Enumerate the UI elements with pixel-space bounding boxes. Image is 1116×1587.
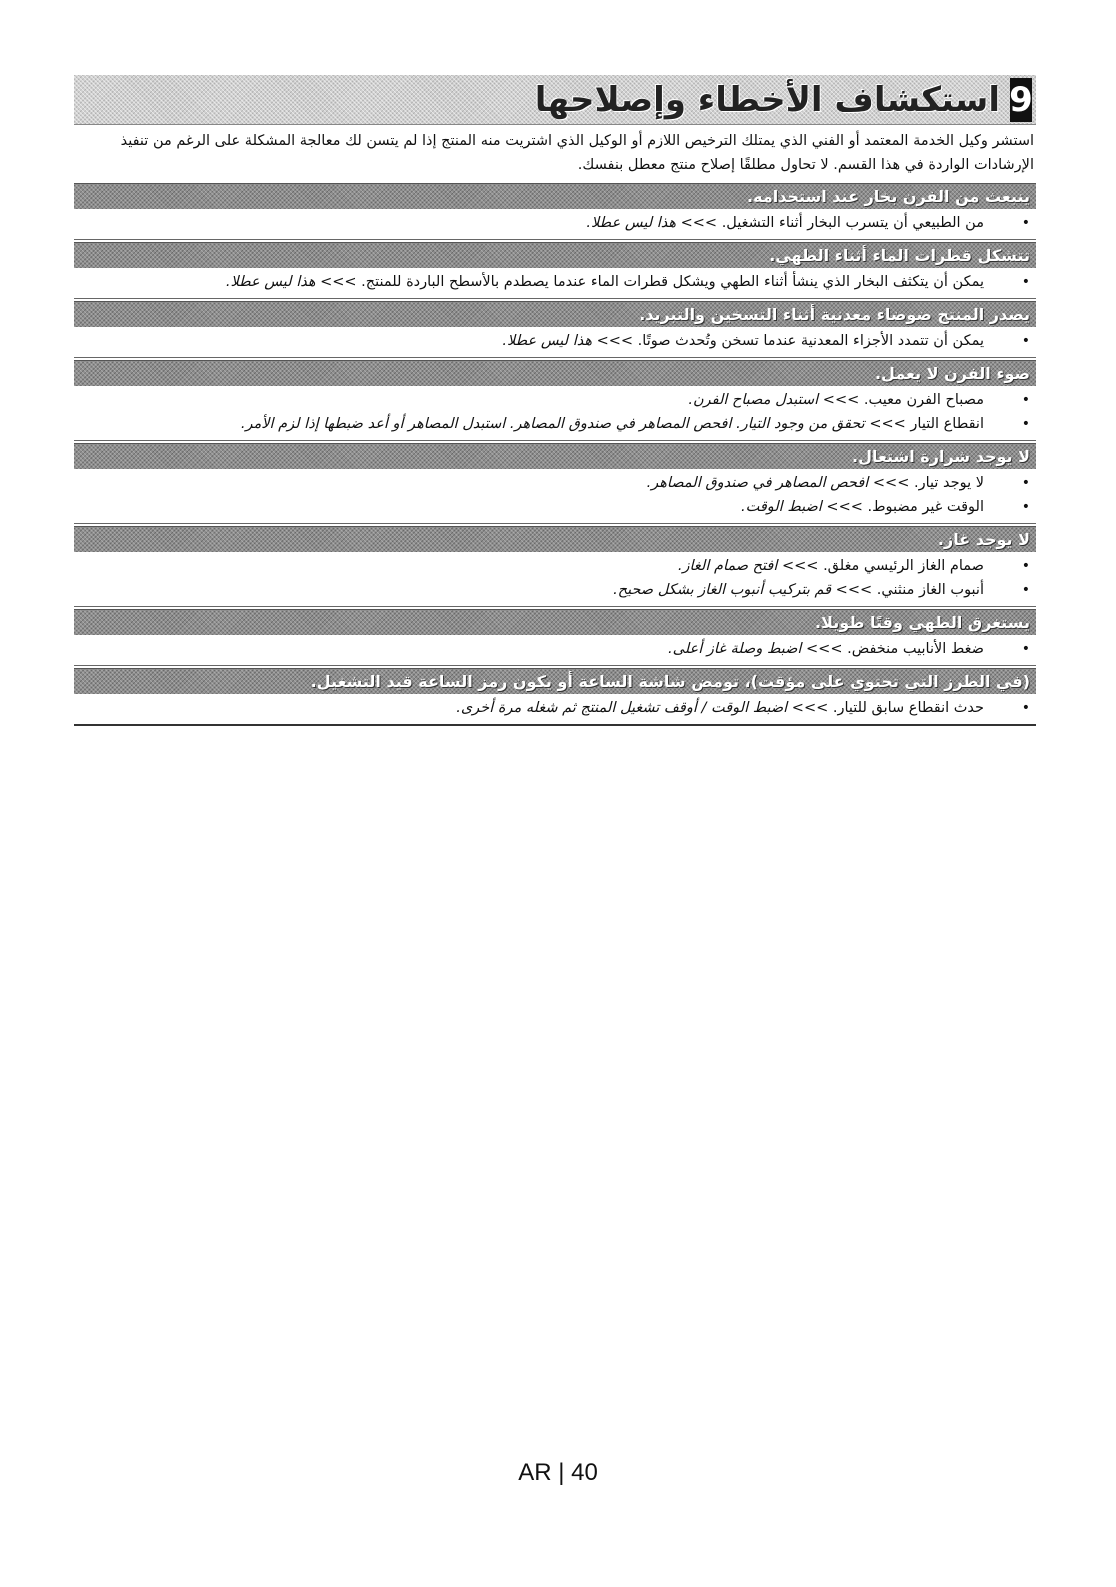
remedy-text: تحقق من وجود التيار. افحص المصاهر في صندوق المصاهر. استبدل المصاهر أو أعد ضبطها إذا لزم الأمر. <box>240 416 865 432</box>
cause-item <box>74 388 1036 412</box>
remedy-text: اضبط الوقت. <box>741 499 822 515</box>
cause-list <box>74 209 1036 240</box>
problem-section <box>74 301 1036 358</box>
problem-section <box>74 360 1036 441</box>
cause-text: صمام الغاز الرئيسي مغلق. <box>823 558 984 574</box>
cause-item <box>74 211 1036 235</box>
problem-section <box>74 443 1036 524</box>
cause-item <box>74 270 1036 294</box>
cause-item <box>74 471 1036 495</box>
remedy-text: هذا ليس عطلا. <box>225 274 316 290</box>
arrow-separator: <<< <box>818 392 864 408</box>
problem-section <box>74 183 1036 240</box>
problem-header: ضوء الفرن لا يعمل. <box>74 360 1036 386</box>
section-title-bar <box>74 75 1036 125</box>
remedy-text: هذا ليس عطلا. <box>502 333 592 349</box>
troubleshooting-page <box>74 75 1036 726</box>
cause-list <box>74 327 1036 358</box>
cause-text: الوقت غير مضبوط. <box>867 499 984 515</box>
cause-item <box>74 637 1036 661</box>
remedy-text: هذا ليس عطلا. <box>586 215 677 231</box>
problem-header: (في الطرز التي تحتوي على مؤقت)، تومض شاشة الساعة أو يكون رمز الساعة قيد التشغيل. <box>74 668 1036 694</box>
remedy-text: اضبط وصلة غاز أعلى. <box>668 641 802 657</box>
remedy-text: اضبط الوقت / أوقف تشغيل المنتج ثم شغله مرة أخرى. <box>456 700 788 716</box>
arrow-separator: <<< <box>777 558 824 574</box>
cause-list <box>74 386 1036 441</box>
cause-list <box>74 268 1036 299</box>
cause-item <box>74 412 1036 436</box>
troubleshooting-sections <box>74 183 1036 726</box>
problem-header: تتشكل قطرات الماء أثناء الطهي. <box>74 242 1036 268</box>
problem-header: لا يوجد غاز. <box>74 526 1036 552</box>
cause-text: لا يوجد تيار. <box>913 475 984 491</box>
arrow-separator: <<< <box>868 475 914 491</box>
problem-header: يستغرق الطهي وقتًا طويلا. <box>74 609 1036 635</box>
cause-text: من الطبيعي أن يتسرب البخار أثناء التشغيل. <box>721 215 984 231</box>
chapter-number: 9 <box>1009 79 1033 120</box>
remedy-text: افتح صمام الغاز. <box>677 558 778 574</box>
problem-section <box>74 609 1036 666</box>
arrow-separator: <<< <box>821 499 868 515</box>
remedy-text: قم بتركيب أنبوب الغاز بشكل صحيح. <box>613 582 832 598</box>
arrow-separator: <<< <box>864 416 911 432</box>
cause-item <box>74 696 1036 720</box>
cause-item <box>74 329 1036 353</box>
arrow-separator: <<< <box>787 700 833 716</box>
cause-list <box>74 635 1036 666</box>
cause-text: أنبوب الغاز منثني. <box>876 582 984 598</box>
problem-header: لا يوجد شرارة اشتعال. <box>74 443 1036 469</box>
cause-text: حدث انقطاع سابق للتيار. <box>832 700 984 716</box>
remedy-text: افحص المصاهر في صندوق المصاهر. <box>646 475 869 491</box>
arrow-separator: <<< <box>831 582 877 598</box>
arrow-separator: <<< <box>592 333 638 349</box>
chapter-title: استكشاف الأخطاء وإصلاحها <box>534 79 1000 120</box>
arrow-separator: <<< <box>676 215 722 231</box>
arrow-separator: <<< <box>801 641 848 657</box>
cause-item <box>74 554 1036 578</box>
arrow-separator: <<< <box>315 274 362 290</box>
problem-header: ينبعث من الفرن بخار عند استخدامه. <box>74 183 1036 209</box>
cause-text: ضغط الأنابيب منخفض. <box>847 641 984 657</box>
cause-text: انقطاع التيار <box>910 416 984 432</box>
cause-item <box>74 495 1036 519</box>
cause-text: يمكن أن يتكثف البخار الذي ينشأ أثناء الطهي ويشكل قطرات الماء عندما يصطدم بالأسطح الباردة للمنتج. <box>361 274 984 290</box>
cause-text: مصباح الفرن معيب. <box>863 392 984 408</box>
cause-list <box>74 552 1036 607</box>
cause-item <box>74 578 1036 602</box>
problem-section <box>74 668 1036 726</box>
cause-list <box>74 694 1036 726</box>
intro-paragraph: استشر وكيل الخدمة المعتمد أو الفني الذي يمتلك الترخيص اللازم أو الوكيل الذي اشتريت منه المنتج إذا لم يتسن لك معالجة المشكلة على الرغم من تنفيذ الإرشادات الواردة في هذا القسم. لا تحاول مطلقًا إصلاح منتج معطل بنفسك. <box>120 133 1034 173</box>
cause-list <box>74 469 1036 524</box>
problem-header: يصدر المنتج ضوضاء معدنية أثناء التسخين والتبريد. <box>74 301 1036 327</box>
remedy-text: استبدل مصباح الفرن. <box>688 392 819 408</box>
problem-section <box>74 526 1036 607</box>
page-number: AR | 40 <box>518 1459 598 1486</box>
cause-text: يمكن أن تتمدد الأجزاء المعدنية عندما تسخن وتُحدث صوتًا. <box>637 333 984 349</box>
problem-section <box>74 242 1036 299</box>
